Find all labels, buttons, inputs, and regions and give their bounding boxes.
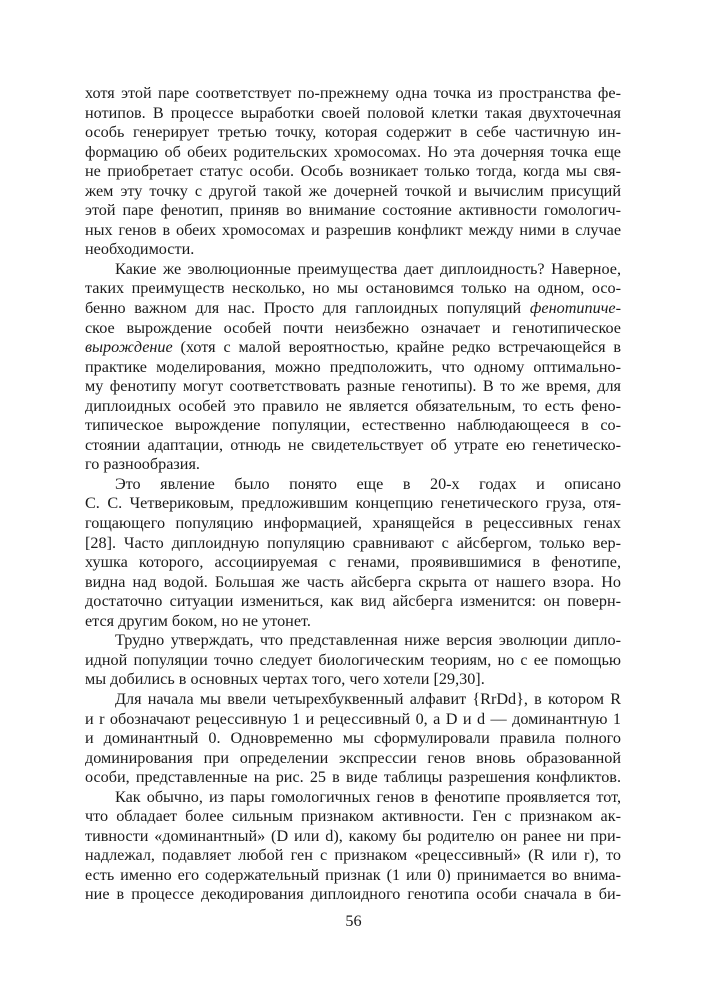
text-line: гощающего популяцию информацией, хранящейся в рецессивных генах xyxy=(85,514,621,533)
text-line: го разнообразия. xyxy=(85,455,200,474)
text-line: идной популяции точно следует биологическим теориям, но с ее помощью xyxy=(85,650,621,669)
text-line: хотя этой паре соответствует по-прежнему одна точка из пространства фе- xyxy=(85,84,621,102)
text-line: необходимости. xyxy=(85,240,195,259)
text-line: этой паре фенотип, приняв во внимание состояние активности гомологич- xyxy=(85,201,621,220)
paragraph xyxy=(85,631,621,690)
paragraph xyxy=(85,84,621,260)
text-line: и r обозначают рецессивную 1 и рецессивный 0, а D и d — доминантную 1 xyxy=(85,709,621,728)
text-line: мы добились в основных чертах того, чего хотели [29,30]. xyxy=(85,670,485,689)
paragraph xyxy=(85,475,621,631)
text-line: Для начала мы ввели четырехбуквенный алфавит {RrDd}, в котором R xyxy=(115,689,621,708)
page-number: 56 xyxy=(345,912,362,930)
text-line: не приобретает статус особи. Особь возникает только тогда, когда мы свя- xyxy=(85,162,621,181)
text-line: типическое вырождение популяции, естественно наблюдающееся в со- xyxy=(85,416,621,435)
text-line xyxy=(85,338,621,358)
text-line: ных генов в обеих хромосомах и разрешив конфликт между ними в случае xyxy=(85,220,621,239)
text-line: видна над водой. Большая же часть айсберга скрыта от нашего взора. Но xyxy=(85,572,621,591)
text-run: бенно важном для нас. Просто для гаплоидных популяций xyxy=(85,299,530,318)
text-line: что обладает более сильным признаком активности. Ген с признаком ак- xyxy=(85,807,621,826)
text-line: практике моделирования, можно предположить, что одному оптимально- xyxy=(85,357,621,376)
text-line: С. С. Четвериковым, предложившим концепцию генетического груза, отя- xyxy=(85,494,621,513)
text-line: особь генерирует третью точку, которая содержит в себе частичную ин- xyxy=(85,123,621,142)
text-line: и доминантный 0. Одновременно мы сформулировали правила полного xyxy=(85,729,621,748)
italic-run: вырождение xyxy=(85,338,173,357)
text-line: Трудно утверждать, что представленная ниже версия эволюции дипло- xyxy=(115,631,621,650)
text-line: достаточно ситуации измениться, как вид айсберга изменится: он поверн- xyxy=(85,592,621,611)
text-line: надлежал, подавляет любой ген с признаком «рецессивный» (R или r), то xyxy=(85,846,621,865)
text-line: тивности «доминантный» (D или d), какому бы родителю он ранее ни при- xyxy=(85,826,621,845)
text-line: ние в процессе декодирования диплоидного генотипа особи сначала в би- xyxy=(85,885,621,904)
text-line: таких преимуществ несколько, но мы остановимся только на одном, осо- xyxy=(85,279,621,298)
italic-run: фенотипиче- xyxy=(529,299,621,318)
text-line: нотипов. В процессе выработки своей половой клетки такая двухточечная xyxy=(85,103,621,122)
text-line: Как обычно, из пары гомологичных генов в фенотипе проявляется тот, xyxy=(115,787,621,806)
paragraph xyxy=(85,260,621,475)
text-line: стоянии адаптации, отнюдь не свидетельствует об утрате ею генетическо- xyxy=(85,435,621,454)
text-line: хушка которого, ассоциируемая с генами, проявившимися в фенотипе, xyxy=(85,553,621,572)
text-line: диплоидных особей это правило не является обязательным, то есть фено- xyxy=(85,396,621,415)
paragraph xyxy=(85,788,621,905)
text-line: особи, представленные на рис. 25 в виде таблицы разрешения конфликтов. xyxy=(85,768,621,787)
text-run: (хотя с малой вероятностью, крайне редко встречающейся в xyxy=(172,338,621,357)
text-line: формацию об обеих родительских хромосомах. Но эта дочерняя точка еще xyxy=(85,142,621,161)
text-line: му фенотипу могут соответствовать разные генотипы). В то же время, для xyxy=(85,377,621,396)
text-line: жем эту точку с другой такой же дочерней точкой и вычислим присущий xyxy=(85,181,621,200)
text-line: [28]. Часто диплоидную популяцию сравнивают с айсбергом, только вер- xyxy=(85,533,621,552)
text-line: есть именно его содержательный признак (1 или 0) принимается во внима- xyxy=(85,865,621,884)
text-line: Какие же эволюционные преимущества дает диплоидность? Наверное, xyxy=(115,259,621,278)
italic-line: ское вырождение особей почти неизбежно означает и генотипическое xyxy=(85,318,621,337)
text-line xyxy=(85,299,621,319)
paragraph xyxy=(85,690,621,788)
text-line: доминирования при определении экспрессии генов вновь образованной xyxy=(85,748,621,767)
text-line: ется другим боком, но не утонет. xyxy=(85,611,311,630)
page-body xyxy=(85,84,621,905)
text-line: Это явление было понято еще в 20-х годах и описано xyxy=(115,474,621,493)
